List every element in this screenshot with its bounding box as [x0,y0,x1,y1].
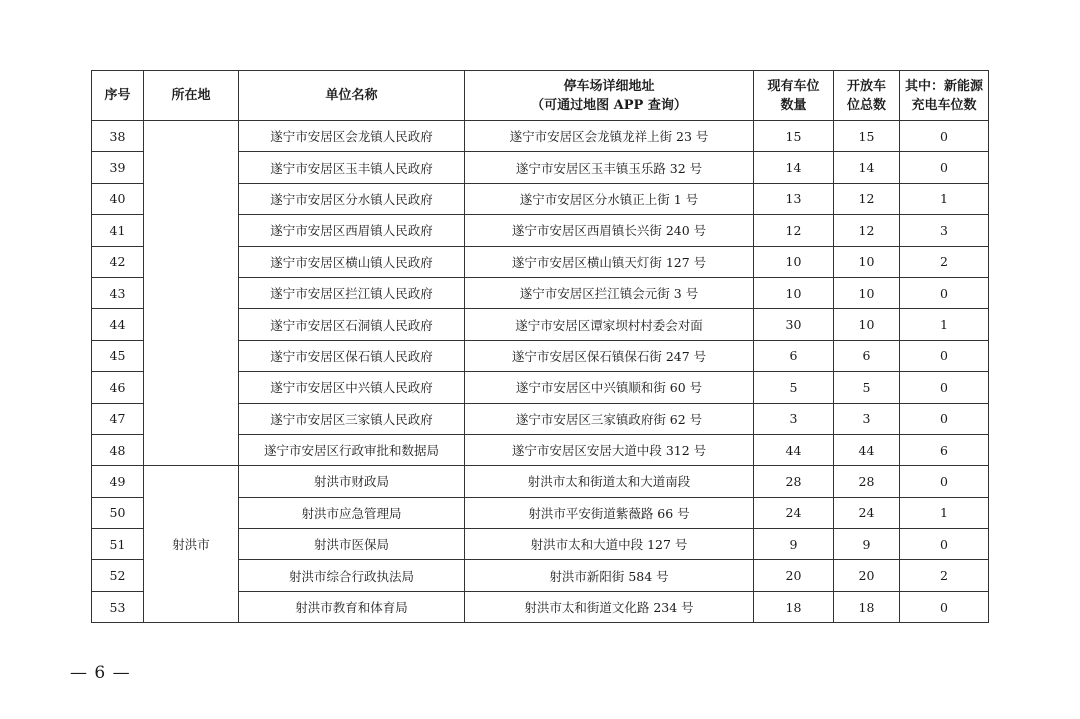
cell-seq: 41 [92,215,144,246]
cell-seq: 48 [92,434,144,465]
cell-ev: 1 [900,497,989,528]
cell-address: 遂宁市安居区玉丰镇玉乐路 32 号 [465,152,754,183]
cell-address: 射洪市平安街道紫薇路 66 号 [465,497,754,528]
table-row [92,121,989,152]
header-existing-line2: 数量 [780,97,807,113]
header-address-line1: 停车场详细地址 [563,78,655,94]
cell-ev: 6 [900,434,989,465]
header-ev-line2: 充电车位数 [911,97,977,113]
cell-unit: 射洪市应急管理局 [239,497,465,528]
header-ev-line1: 其中：新能源 [904,78,983,94]
cell-ev: 0 [900,529,989,560]
cell-existing: 30 [754,309,834,340]
table-body [92,121,989,623]
cell-unit: 遂宁市安居区西眉镇人民政府 [239,215,465,246]
cell-existing: 5 [754,372,834,403]
cell-open: 10 [834,246,900,277]
cell-open: 18 [834,591,900,622]
cell-open: 9 [834,529,900,560]
cell-seq: 53 [92,591,144,622]
cell-seq: 45 [92,340,144,371]
cell-open: 12 [834,183,900,214]
cell-seq: 47 [92,403,144,434]
cell-open: 15 [834,121,900,152]
header-open-line1: 开放车 [846,78,886,94]
cell-ev: 0 [900,152,989,183]
cell-ev: 0 [900,591,989,622]
cell-existing: 6 [754,340,834,371]
cell-ev: 3 [900,215,989,246]
cell-existing: 20 [754,560,834,591]
cell-existing: 24 [754,497,834,528]
cell-address: 遂宁市安居区西眉镇长兴街 240 号 [465,215,754,246]
header-existing-line1: 现有车位 [767,78,820,94]
cell-ev: 0 [900,403,989,434]
header-unit: 单位名称 [239,71,465,121]
cell-open: 28 [834,466,900,497]
cell-address: 遂宁市安居区分水镇正上街 1 号 [465,183,754,214]
cell-existing: 15 [754,121,834,152]
cell-unit: 遂宁市安居区石洞镇人民政府 [239,309,465,340]
cell-unit: 遂宁市安居区三家镇人民政府 [239,403,465,434]
cell-seq: 46 [92,372,144,403]
cell-seq: 38 [92,121,144,152]
cell-open: 6 [834,340,900,371]
cell-seq: 50 [92,497,144,528]
cell-seq: 51 [92,529,144,560]
cell-unit: 遂宁市安居区横山镇人民政府 [239,246,465,277]
cell-existing: 44 [754,434,834,465]
cell-open: 12 [834,215,900,246]
cell-ev: 0 [900,340,989,371]
header-address [465,71,754,121]
cell-existing: 13 [754,183,834,214]
header-existing [754,71,834,121]
cell-existing: 10 [754,246,834,277]
cell-unit: 遂宁市安居区中兴镇人民政府 [239,372,465,403]
cell-address: 遂宁市安居区保石镇保石街 247 号 [465,340,754,371]
cell-address: 遂宁市安居区横山镇天灯街 127 号 [465,246,754,277]
cell-address: 射洪市新阳街 584 号 [465,560,754,591]
cell-address: 遂宁市安居区拦江镇会元街 3 号 [465,277,754,308]
cell-address: 射洪市太和街道太和大道南段 [465,466,754,497]
cell-ev: 2 [900,246,989,277]
cell-ev: 0 [900,277,989,308]
cell-open: 14 [834,152,900,183]
cell-location [144,121,239,466]
cell-open: 5 [834,372,900,403]
cell-address: 遂宁市安居区谭家坝村村委会对面 [465,309,754,340]
cell-unit: 遂宁市安居区玉丰镇人民政府 [239,152,465,183]
cell-unit: 遂宁市安居区会龙镇人民政府 [239,121,465,152]
cell-seq: 49 [92,466,144,497]
cell-address: 遂宁市安居区会龙镇龙祥上街 23 号 [465,121,754,152]
cell-location: 射洪市 [144,466,239,623]
cell-existing: 12 [754,215,834,246]
cell-existing: 10 [754,277,834,308]
cell-open: 10 [834,309,900,340]
cell-existing: 28 [754,466,834,497]
cell-existing: 9 [754,529,834,560]
cell-seq: 43 [92,277,144,308]
cell-seq: 39 [92,152,144,183]
cell-existing: 14 [754,152,834,183]
cell-seq: 44 [92,309,144,340]
page-number: — 6 — [70,663,131,683]
header-open [834,71,900,121]
cell-unit: 射洪市医保局 [239,529,465,560]
cell-unit: 遂宁市安居区保石镇人民政府 [239,340,465,371]
cell-address: 射洪市太和大道中段 127 号 [465,529,754,560]
cell-ev: 1 [900,183,989,214]
cell-existing: 3 [754,403,834,434]
header-location: 所在地 [144,71,239,121]
cell-address: 遂宁市安居区安居大道中段 312 号 [465,434,754,465]
cell-unit: 遂宁市安居区行政审批和数据局 [239,434,465,465]
cell-ev: 1 [900,309,989,340]
cell-unit: 射洪市财政局 [239,466,465,497]
cell-seq: 40 [92,183,144,214]
cell-open: 20 [834,560,900,591]
cell-address: 射洪市太和街道文化路 234 号 [465,591,754,622]
cell-open: 24 [834,497,900,528]
header-seq: 序号 [92,71,144,121]
header-address-line2: （可通过地图 APP 查询） [531,97,687,113]
table-row [92,466,989,497]
cell-ev: 0 [900,121,989,152]
cell-ev: 0 [900,372,989,403]
cell-seq: 42 [92,246,144,277]
cell-seq: 52 [92,560,144,591]
cell-unit: 遂宁市安居区分水镇人民政府 [239,183,465,214]
header-open-line2: 位总数 [846,97,886,113]
cell-existing: 18 [754,591,834,622]
cell-address: 遂宁市安居区三家镇政府街 62 号 [465,403,754,434]
cell-address: 遂宁市安居区中兴镇顺和街 60 号 [465,372,754,403]
cell-open: 10 [834,277,900,308]
cell-unit: 遂宁市安居区拦江镇人民政府 [239,277,465,308]
cell-open: 44 [834,434,900,465]
header-row [92,71,989,121]
header-ev [900,71,989,121]
parking-table [91,70,989,623]
cell-unit: 射洪市综合行政执法局 [239,560,465,591]
cell-ev: 0 [900,466,989,497]
cell-open: 3 [834,403,900,434]
cell-ev: 2 [900,560,989,591]
cell-unit: 射洪市教育和体育局 [239,591,465,622]
